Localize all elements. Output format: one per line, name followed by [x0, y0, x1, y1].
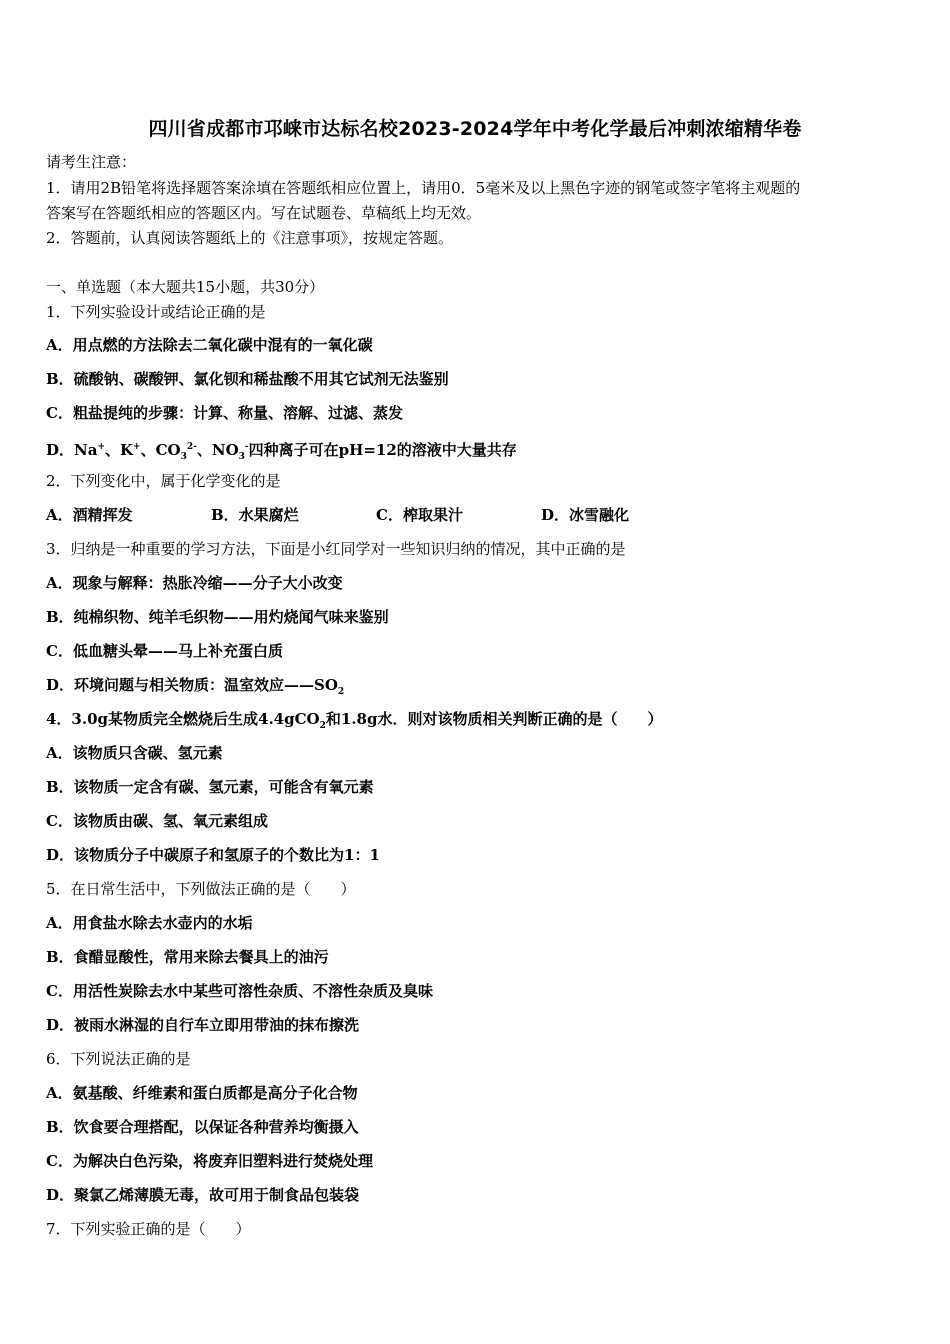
question-3-stem: 3．归纳是一种重要的学习方法，下面是小红同学对一些知识归纳的情况，其中正确的是 [46, 540, 626, 558]
notice-item-2: 2．答题前，认真阅读答题纸上的《注意事项》，按规定答题。 [46, 229, 454, 247]
question-6-option-c: C．为解决白色污染，将废弃旧塑料进行焚烧处理 [46, 1152, 373, 1170]
question-2-option-b: B．水果腐烂 [211, 506, 299, 524]
question-2-options [46, 505, 746, 525]
question-4-option-b: B．该物质一定含有碳、氢元素，可能含有氧元素 [46, 778, 374, 796]
section-heading: 一、单选题（本大题共15小题，共30分） [46, 278, 325, 296]
question-1-option-a: A．用点燃的方法除去二氧化碳中混有的一氧化碳 [46, 336, 373, 354]
question-3-option-a: A．现象与解释：热胀冷缩——分子大小改变 [46, 574, 343, 592]
question-4-option-a: A．该物质只含碳、氢元素 [46, 744, 223, 762]
question-2-stem: 2．下列变化中，属于化学变化的是 [46, 472, 281, 490]
question-5-option-a: A．用食盐水除去水壶内的水垢 [46, 914, 253, 932]
question-6-stem: 6．下列说法正确的是 [46, 1050, 191, 1068]
question-3-option-c: C．低血糖头晕——马上补充蛋白质 [46, 642, 283, 660]
notice-heading: 请考生注意： [46, 153, 137, 171]
question-5-option-c: C．用活性炭除去水中某些可溶性杂质、不溶性杂质及臭味 [46, 982, 433, 1000]
notice-item-1-line-2: 答案写在答题纸相应的答题区内。写在试题卷、草稿纸上均无效。 [46, 204, 482, 222]
question-5-stem: 5．在日常生活中，下列做法正确的是（ ） [46, 880, 356, 898]
question-4-option-d: D．该物质分子中碳原子和氢原子的个数比为1：1 [46, 846, 380, 864]
question-6-option-d: D．聚氯乙烯薄膜无毒，故可用于制食品包装袋 [46, 1186, 360, 1204]
question-4-option-c: C．该物质由碳、氢、氧元素组成 [46, 812, 268, 830]
question-5-option-b: B．食醋显酸性，常用来除去餐具上的油污 [46, 948, 329, 966]
question-4-stem: 4．3.0g某物质完全燃烧后生成4.4gCO$_2$和1.8g水．则对该物质相关判断正确的是（ ） [46, 710, 663, 731]
question-1-stem: 1．下列实验设计或结论正确的是 [46, 303, 266, 321]
question-1-option-d: D．Na+、K+、$CO_3^{2-}$、$NO_3^-$四种离子可在pH=12的溶液中大量共存 [46, 441, 517, 462]
question-3-option-d: D．环境问题与相关物质：温室效应$——SO_2$ [46, 676, 345, 697]
question-3-option-b: B．纯棉织物、纯羊毛织物——用灼烧闻气味来鉴别 [46, 608, 389, 626]
page-title: 四川省成都市邛崃市达标名校2023-2024学年中考化学最后冲刺浓缩精华卷 [148, 118, 802, 140]
question-2-option-d: D．冰雪融化 [541, 506, 630, 524]
question-1-option-c: C．粗盐提纯的步骤：计算、称量、溶解、过滤、蒸发 [46, 404, 403, 422]
question-2-option-c: C．榨取果汁 [376, 506, 463, 524]
question-2-option-a: A．酒精挥发 [46, 506, 133, 524]
notice-item-1-line-1: 1．请用2B铅笔将选择题答案涂填在答题纸相应位置上，请用0．5毫米及以上黑色字迹的钢笔或签字笔将主观题的 [46, 179, 801, 197]
question-5-option-d: D．被雨水淋湿的自行车立即用带油的抹布擦洗 [46, 1016, 360, 1034]
question-6-option-b: B．饮食要合理搭配，以保证各种营养均衡摄入 [46, 1118, 359, 1136]
question-6-option-a: A．氨基酸、纤维素和蛋白质都是高分子化合物 [46, 1084, 358, 1102]
question-1-option-b: B．硫酸钠、碳酸钾、氯化钡和稀盐酸不用其它试剂无法鉴别 [46, 370, 449, 388]
question-7-stem: 7．下列实验正确的是（ ） [46, 1220, 251, 1238]
